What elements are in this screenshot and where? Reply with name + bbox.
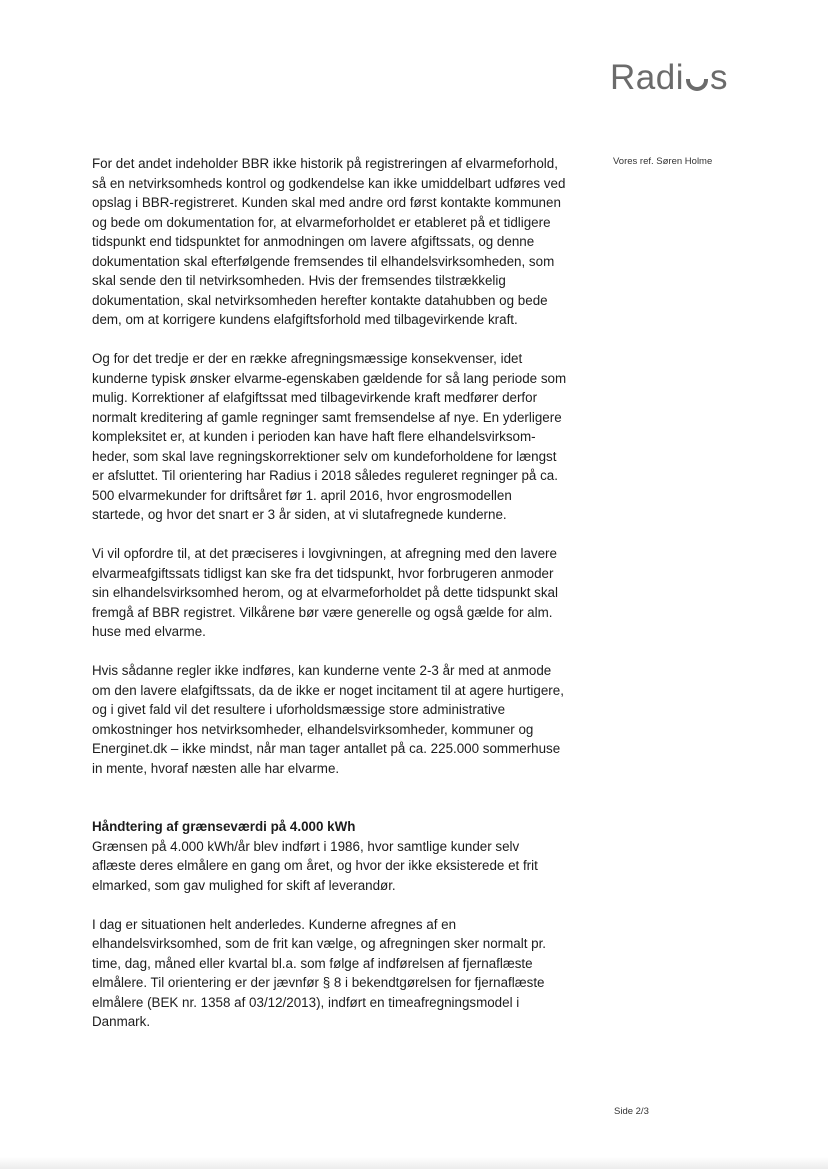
scan-bottom-edge	[0, 1157, 828, 1169]
text-line: huse med elvarme.	[92, 624, 206, 639]
text-line: og i givet fald vil det resultere i uforholdsmæssige store administrative	[92, 702, 506, 717]
text-line: dem, om at korrigere kundens elafgiftsforhold med tilbagevirkende kraft.	[92, 312, 518, 327]
text-line: kompleksitet er, at kunden i perioden kan have haft flere elhandelsvirksom-	[92, 429, 536, 444]
text-line: Hvis sådanne regler ikke indføres, kan kunderne vente 2-3 år med at anmode	[92, 663, 552, 678]
text-line: Grænsen på 4.000 kWh/år blev indført i 1986, hvor samtlige kunder selv	[92, 838, 520, 854]
text-line: skal sende den til netvirksomheden. Hvis der fremsendes tilstrækkelig	[92, 273, 506, 288]
section-heading: Håndtering af grænseværdi på 4.000 kWh	[92, 819, 356, 834]
text-line: normalt kreditering af gamle regninger samt fremsendelse af nye. En yderligere	[92, 409, 562, 425]
text-line: elmålere. Til orientering er der jævnfør § 8 i bekendtgørelsen for fjernaflæste	[92, 975, 545, 990]
paragraph-today-situation	[92, 915, 592, 1032]
text-line: Og for det tredje er der en række afregningsmæssige konsekvenser, idet	[92, 351, 523, 366]
radius-logo	[610, 60, 728, 95]
logo-text-start: Radi	[610, 58, 684, 97]
paragraph-recommendation	[92, 544, 592, 642]
text-line: kunderne typisk ønsker elvarme-egenskaben gældende for så lang periode som	[92, 370, 567, 386]
text-line: omkostninger hos netvirksomheder, elhandelsvirksomheder, kommuner og	[92, 721, 534, 737]
text-line: elmarked, som gav mulighed for skift af leverandør.	[92, 877, 396, 893]
page-number: Side 2/3	[614, 1106, 649, 1117]
paragraph-consequences-if-not	[92, 661, 592, 778]
text-line: startede, og hvor det snart er 3 år siden, at vi slutafregnede kunderne.	[92, 507, 507, 522]
reference-line: Vores ref. Søren Holme	[613, 156, 713, 167]
text-line: dokumentation skal efterfølgende fremsendes til elhandelsvirksomheden, som	[92, 253, 555, 269]
logo-u-mark	[686, 79, 708, 91]
paragraph-settlement-consequences	[92, 349, 592, 525]
text-line: For det andet indeholder BBR ikke historik på registreringen af elvarmeforhold,	[92, 156, 558, 171]
text-line: 500 elvarmekunder for driftsåret før 1. april 2016, hvor engrosmodellen	[92, 487, 512, 503]
text-line: tidspunkt end tidspunktet for anmodningen om lavere afgiftssats, og denne	[92, 234, 535, 249]
text-line: I dag er situationen helt anderledes. Kunderne afregnes af en	[92, 916, 457, 932]
text-line: Danmark.	[92, 1014, 151, 1029]
paragraph-bbr-history	[92, 154, 592, 330]
section-threshold	[92, 817, 592, 895]
text-line: Vi vil opfordre til, at det præciseres i lovgivningen, at afregning med den lavere	[92, 546, 557, 561]
text-line: er afsluttet. Til orientering har Radius i 2018 således reguleret regninger på ca.	[92, 468, 558, 483]
text-line: time, dag, måned eller kvartal bl.a. som følge af indførelsen af fjernaflæste	[92, 955, 533, 971]
text-line: om den lavere elafgiftssats, da de ikke er noget incitament til at agere hurtigere,	[92, 682, 564, 698]
text-line: opslag i BBR-registreret. Kunden skal med andre ord først kontakte kommunen	[92, 195, 561, 210]
logo-text-end: s	[709, 58, 728, 97]
text-line: fremgå af BBR registret. Vilkårene bør være generelle og også gælde for alm.	[92, 604, 553, 620]
text-line: så en netvirksomheds kontrol og godkendelse kan ikke umiddelbart udføres ved	[92, 175, 566, 191]
text-line: mulig. Korrektioner af elafgiftssat med tilbagevirkende kraft medfører derfor	[92, 390, 538, 405]
text-line: in mente, hvoraf næsten alle har elvarme.	[92, 760, 340, 776]
text-line: sin elhandelsvirksomhed herom, og at elvarmeforholdet på dette tidspunkt skal	[92, 585, 558, 600]
letter-body	[92, 154, 592, 1051]
text-line: dokumentation, skal netvirksomheden herefter kontakte datahubben og bede	[92, 292, 548, 308]
text-line: elmålere (BEK nr. 1358 af 03/12/2013), indført en timeafregningsmodel i	[92, 994, 520, 1010]
text-line: elhandelsvirksomhed, som de frit kan vælge, og afregningen sker normalt pr.	[92, 936, 547, 951]
text-line: og bede om dokumentation for, at elvarmeforholdet er etableret på et tidligere	[92, 214, 551, 230]
text-line: elvarmeafgiftssats tidligst kan ske fra det tidspunkt, hvor forbrugeren anmoder	[92, 565, 554, 581]
text-line: aflæste deres elmålere en gang om året, og hvor der ikke eksisterede et frit	[92, 858, 538, 873]
text-line: Energinet.dk – ikke mindst, når man tager antallet på ca. 225.000 sommerhuse	[92, 741, 561, 756]
text-line: heder, som skal lave regningskorrektioner selv om kundeforholdene for længst	[92, 448, 557, 464]
